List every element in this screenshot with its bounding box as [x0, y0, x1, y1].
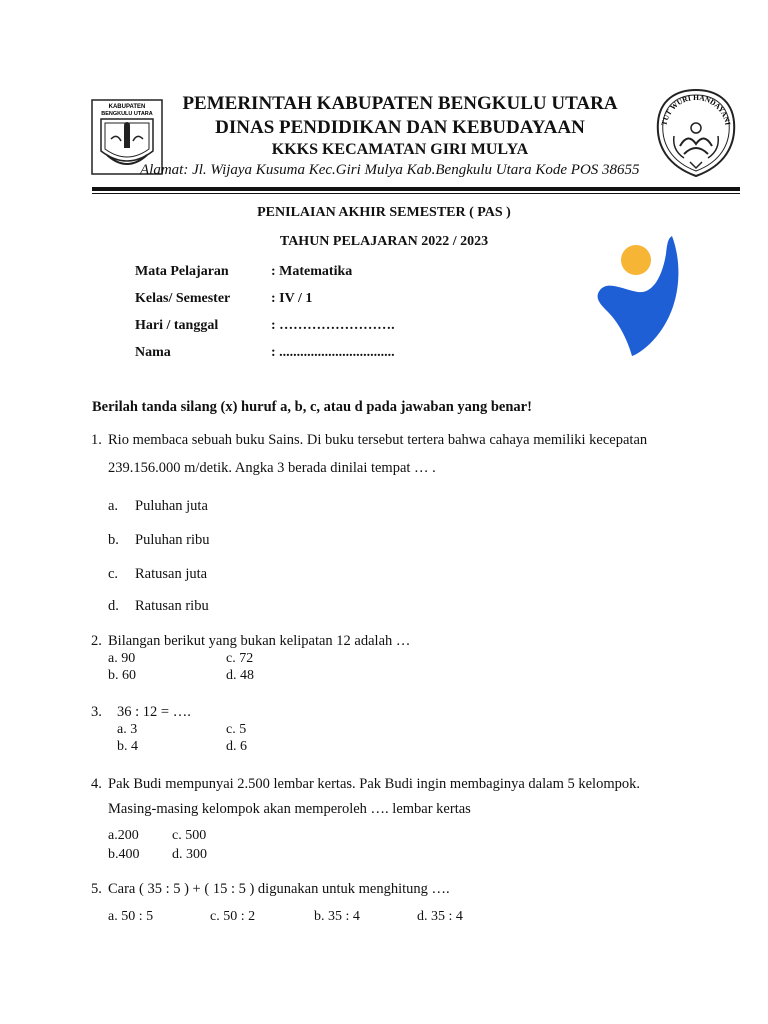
logo-text-bottom: BENGKULU UTARA [101, 111, 153, 117]
question-1-line-1: Rio membaca sebuah buku Sains. Di buku tersebut tertera bahwa cahaya memiliki kecepatan [108, 432, 648, 448]
info-label-date: Hari / tanggal [135, 318, 219, 333]
option-a[interactable]: a. 3 [117, 722, 138, 737]
question-number: 2. [91, 633, 102, 649]
option-c[interactable]: c. 5 [226, 722, 247, 737]
question-number: 4. [91, 776, 102, 792]
header-kkks: KKKS KECAMATAN GIRI MULYA [271, 141, 529, 158]
question-3-text: 36 : 12 = …. [117, 704, 191, 720]
option-a[interactable]: a. 90 [108, 651, 136, 666]
logo-motto: TUT WURI HANDAYANI [659, 92, 733, 127]
school-year: TAHUN PELAJARAN 2022 / 2023 [279, 234, 489, 249]
info-value-date: : ……………………. [271, 318, 395, 333]
option-b[interactable]: b. 60 [108, 668, 136, 683]
question-1-line-2: 239.156.000 m/detik. Angka 3 berada dinilai tempat … . [108, 460, 436, 476]
info-label-class: Kelas/ Semester [135, 291, 231, 306]
logo-text-top: KABUPATEN [108, 104, 146, 110]
exam-title: PENILAIAN AKHIR SEMESTER ( PAS ) [257, 205, 511, 220]
header-department: DINAS PENDIDIKAN DAN KEBUDAYAAN [215, 117, 585, 138]
option-letter: b. [108, 532, 119, 548]
info-value-subject: : Matematika [271, 264, 353, 279]
option-letter: c. [108, 566, 119, 582]
option-a[interactable]: Puluhan juta [135, 498, 208, 514]
header-address: Alamat: Jl. Wijaya Kusuma Kec.Giri Mulya Kab.Bengkulu Utara Kode POS 38655 [140, 162, 640, 178]
question-4-line-2: Masing-masing kelompok akan memperoleh …. lembar kertas [108, 801, 471, 817]
option-a[interactable]: a. 50 : 5 [108, 909, 154, 924]
header-divider-thin [92, 193, 740, 194]
option-d[interactable]: d. 6 [226, 739, 247, 754]
info-label-subject: Mata Pelajaran [135, 264, 229, 279]
option-d[interactable]: d. 300 [172, 847, 207, 862]
option-a[interactable]: a.200 [108, 828, 139, 843]
brand-logo-icon [590, 232, 686, 358]
question-number: 3. [91, 704, 102, 720]
option-d[interactable]: d. 48 [226, 668, 254, 683]
question-5-text: Cara ( 35 : 5 ) + ( 15 : 5 ) digunakan untuk menghitung …. [108, 881, 450, 897]
option-c[interactable]: c. 72 [226, 651, 254, 666]
info-label-name: Nama [135, 345, 171, 360]
info-value-name: : ................................. [271, 345, 395, 360]
option-letter: a. [108, 498, 119, 514]
question-2-text: Bilangan berikut yang bukan kelipatan 12 adalah … [108, 633, 411, 649]
option-b[interactable]: b. 35 : 4 [314, 909, 360, 924]
option-c[interactable]: c. 50 : 2 [210, 909, 256, 924]
info-value-class: : IV / 1 [271, 291, 313, 306]
header-divider [92, 187, 740, 191]
option-b[interactable]: b. 4 [117, 739, 138, 754]
header-government: PEMERINTAH KABUPATEN BENGKULU UTARA [182, 93, 618, 114]
option-c[interactable]: c. 500 [172, 828, 207, 843]
option-d[interactable]: Ratusan ribu [135, 598, 209, 614]
question-4-line-1: Pak Budi mempunyai 2.500 lembar kertas. Pak Budi ingin membaginya dalam 5 kelompok. [108, 776, 640, 792]
option-b[interactable]: b.400 [108, 847, 140, 862]
option-b[interactable]: Puluhan ribu [135, 532, 210, 548]
tut-wuri-handayani-logo [654, 86, 738, 178]
instruction: Berilah tanda silang (x) huruf a, b, c, atau d pada jawaban yang benar! [92, 399, 532, 415]
question-number: 5. [91, 881, 102, 897]
question-number: 1. [91, 432, 102, 448]
option-d[interactable]: d. 35 : 4 [417, 909, 463, 924]
option-letter: d. [108, 598, 119, 614]
option-c[interactable]: Ratusan juta [135, 566, 208, 582]
